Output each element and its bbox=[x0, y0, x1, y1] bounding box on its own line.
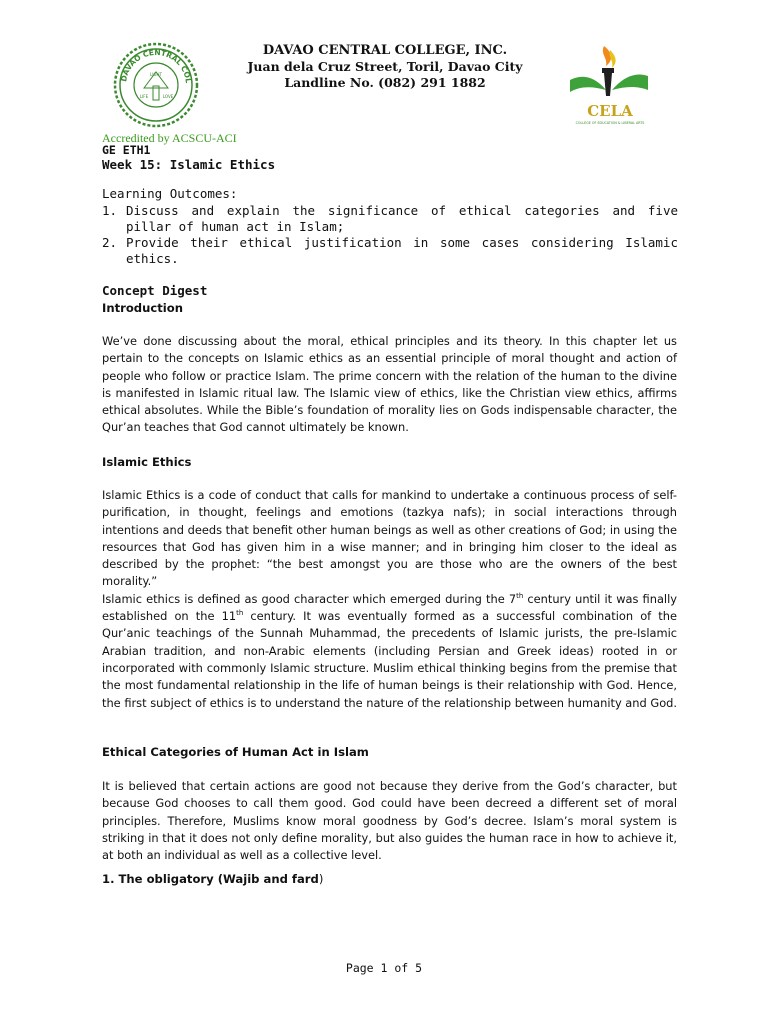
college-address: Juan dela Cruz Street, Toril, Davao City bbox=[247, 59, 523, 74]
introduction-body bbox=[102, 333, 677, 437]
seal-motto-top: LIGHT bbox=[150, 72, 162, 77]
course-code: GE ETH1 bbox=[102, 143, 151, 157]
introduction-heading: Introduction bbox=[102, 301, 183, 315]
cela-logo-text: CELA bbox=[587, 102, 633, 120]
college-landline: Landline No. (082) 291 1882 bbox=[284, 75, 486, 90]
list-item-number: 2. bbox=[102, 235, 118, 250]
superscript: th bbox=[236, 609, 244, 618]
list-item-text: Discuss and explain the significance of ethical categories and five pillar of human act in Islam; bbox=[126, 203, 678, 234]
islamic-ethics-body bbox=[102, 487, 677, 712]
learning-outcomes-title: Learning Outcomes: bbox=[102, 186, 238, 201]
islamic-ethics-paragraph-1: Islamic Ethics is a code of conduct that calls for mankind to undertake a continuous process of self-purification, in thought, feelings and emotions (tazkya nafs); in social interactions through intentions and deeds that benefit other human beings as well as other creations of God; in using the resources that God has given him in a wise manner; and in bringing him closer to the ideal as described by the prophet: “the best amongst you are those who are the owners of the best morality.” bbox=[102, 488, 677, 589]
concept-digest-heading: Concept Digest bbox=[102, 283, 208, 298]
seal-motto-right: LOVE bbox=[162, 94, 174, 99]
superscript: th bbox=[516, 591, 524, 600]
seal-motto-left: LIFE bbox=[139, 94, 149, 99]
obligatory-heading-bold: 1. The obligatory (Wajib and fard bbox=[102, 872, 319, 886]
ethical-categories-heading: Ethical Categories of Human Act in Islam bbox=[102, 745, 369, 759]
list-item bbox=[102, 235, 678, 267]
letterhead bbox=[230, 43, 540, 91]
obligatory-heading bbox=[102, 872, 323, 886]
ethical-categories-paragraph: It is believed that certain actions are good not because they derive from the God’s character, but because God chooses to call them good. God could have been decreed a different set of moral principles. Therefore, Muslims know moral goodness by God’s decree. Islam’s moral system is striking in that it does not only define morality, but also guides the human race in how to achieve it, at both an individual as well as a collective level. bbox=[102, 779, 677, 863]
seal-text: DAVAO CENTRAL COL bbox=[119, 47, 193, 84]
obligatory-heading-rest: ) bbox=[318, 872, 324, 886]
accreditation-text: Accredited by ACSCU-ACI bbox=[102, 131, 237, 145]
paragraph-text: century until it was finally established on the 11 bbox=[102, 591, 677, 624]
college-seal-logo bbox=[106, 42, 206, 128]
cela-logo-subtext: COLLEGE OF EDUCATION & LIBERAL ARTS bbox=[575, 121, 645, 125]
paragraph-text: century. It was eventually formed as a successful combination of the Qur’anic teachings of the Sunnah Muhammad, the precedents of Islamic jurists, the pre-Islamic Arabian tradition, and non-Arabic elements (including Persian and Greek ideas) rooted in or incorporated with commonly Islamic structure. Muslim ethical thinking begins from the premise that the most fundamental relationship in the life of human beings is their relationship with God. Hence, the first subject of ethics is to understand the nature of the relationship between humanity and God. bbox=[102, 609, 678, 710]
svg-text:DAVAO CENTRAL COLLEGE bbox=[106, 42, 193, 84]
cela-logo bbox=[562, 40, 658, 128]
learning-outcomes-list bbox=[102, 203, 678, 267]
list-item-number: 1. bbox=[102, 203, 118, 218]
islamic-ethics-paragraph-2 bbox=[102, 591, 677, 712]
list-item bbox=[102, 203, 678, 235]
paragraph-text: Islamic ethics is defined as good character which emerged during the 7 bbox=[102, 591, 517, 606]
week-title: Week 15: Islamic Ethics bbox=[102, 157, 276, 172]
college-name: DAVAO CENTRAL COLLEGE, INC. bbox=[262, 43, 508, 58]
introduction-paragraph: We’ve done discussing about the moral, ethical principles and its theory. In this chapter let us pertain to the concepts on Islamic ethics as an essential principle of moral thought and action of people who follow or practice Islam. The prime concern with the relation of the human to the divine is manifested in Islamic ritual law. The Islamic view of ethics, like the Christian view ethics, affirms ethical absolutes. While the Bible’s foundation of morality lies on Gods indispensable character, the Qur’an teaches that God cannot ultimately be known. bbox=[102, 334, 677, 435]
islamic-ethics-heading: Islamic Ethics bbox=[102, 455, 192, 469]
ethical-categories-body bbox=[102, 778, 677, 864]
list-item-text: Provide their ethical justification in some cases considering Islamic ethics. bbox=[126, 235, 678, 266]
page-number: Page 1 of 5 bbox=[345, 961, 423, 975]
